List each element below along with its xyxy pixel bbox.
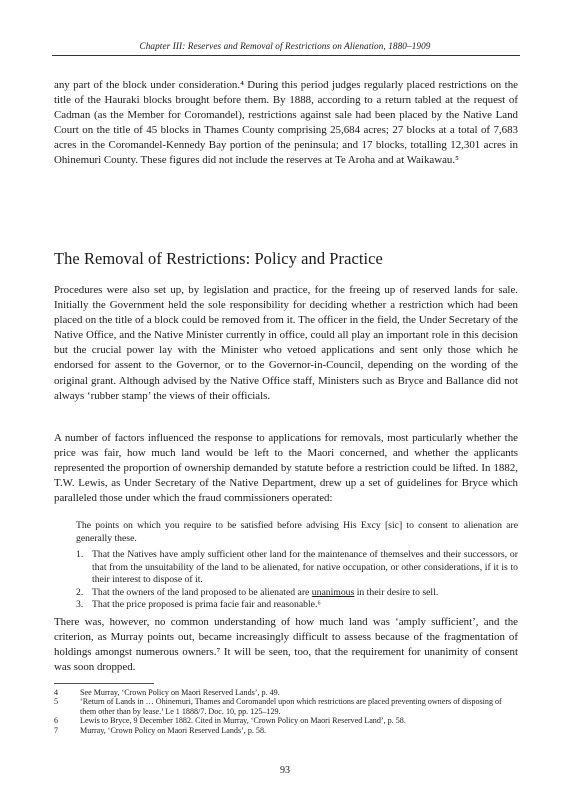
footnote — [54, 716, 518, 725]
footnote-text: Murray, ‘Crown Policy on Maori Reserved Lands’, p. 58. — [80, 725, 267, 735]
footnote-number: 6 — [54, 716, 59, 726]
footnote-number: 5 — [54, 697, 59, 707]
footnote-text: Lewis to Bryce, 9 December 1882. Cited in Murray, ‘Crown Policy on Maori Reserved Land’, p. 58. — [80, 716, 406, 726]
paragraph-2: Procedures were also set up, by legislation and practice, for the freeing up of reserved lands for sale. Initially the Government held the sole responsibility for deciding whether a restriction which had been placed on the title of a block could be removed from it. The officer in the field, the Under Secretary of the Native Office, and the Native Minister currently in office, could all play an important role in this decision but the crucial power lay with the Minister who vetoed applications and sent only those which he endorsed for assent to the Governor, or to the Governor-in-Council, depending on the wording of the original grant. Although advised by the Native Office staff, Ministers such as Bryce and Ballance did not always ‘rubber stamp’ the views of their officials. — [54, 284, 518, 402]
footnote-rule — [54, 683, 154, 684]
page-number: 93 — [280, 765, 290, 776]
footnotes — [54, 688, 518, 735]
quote-item-text: That the Natives have amply sufficient other land for the maintenance of themselves and their successors, or that from the unsuitability of the land to be alienated, for native occupation, or other considerations, if it is to their interest to dispose of it. — [92, 549, 518, 586]
quote-item-text: That the owners of the land proposed to be alienated are — [92, 586, 312, 598]
section-heading: The Removal of Restrictions: Policy and Practice — [54, 249, 383, 268]
quote-item-text: in their desire to sell. — [354, 586, 439, 598]
quote-item — [76, 599, 518, 612]
block-quote-intro: The points on which you require to be satisfied before advising His Excy [sic] to consent to alienation are generally these. — [76, 520, 518, 544]
quote-item-text: That the price proposed is prima facie fair and reasonable.⁶ — [92, 599, 321, 611]
paragraph-1: any part of the block under consideration.⁴ During this period judges regularly placed restrictions on the title of the Hauraki blocks brought before them. By 1888, according to a return tabled at the request of Cadman (as the Member for Coromandel), restrictions against sale had been placed by the Native Land Court on the title of 45 blocks in Thames County comprising 25,684 acres; 27 blocks at a total of 7,683 acres in the Coromandel-Kennedy Bay portion of the peninsula; and 17 blocks, totalling 12,301 acres in Ohinemuri County. These figures did not include the reserves at Te Aroha and at Waikawau.⁵ — [54, 79, 518, 167]
running-header: Chapter III: Reserves and Removal of Restrictions on Alienation, 1880–1909 — [139, 41, 431, 51]
footnote-text: ‘Return of Lands in … Ohinemuri, Thames and Coromandel upon which restrictions are placed preventing owners of disposing of them other than by lease.’ Le 1 1888/7. Doc. 10, pp. 125–129. — [80, 697, 502, 716]
quote-item-number: 3. — [76, 599, 84, 611]
quote-item-number: 2. — [76, 586, 84, 598]
footnote-text: See Murray, ‘Crown Policy on Maori Reserved Lands’, p. 49. — [80, 688, 280, 697]
paragraph-4: There was, however, no common understanding of how much land was ‘amply sufficient’, and the criterion, as Murray points out, became increasingly difficult to assess because of the fragmentation of holdings amongst numerous owners.⁷ It will be seen, too, that the requirement for unanimity of consent was soon dropped. — [54, 616, 518, 674]
paragraph-3: A number of factors influenced the response to applications for removals, most particularly whether the price was fair, how much land would be left to the Maori concerned, and whether the applicants represented the proportion of ownership demanded by statute before a restriction could be lifted. In 1882, T.W. Lewis, as Under Secretary of the Native Department, drew up a set of guidelines for Bryce which paralleled those under which the fraud commissioners operated: — [54, 432, 518, 505]
header-rule — [52, 55, 520, 56]
footnote-number: 7 — [54, 725, 59, 735]
quote-item — [76, 549, 518, 587]
footnote — [54, 726, 518, 735]
footnote — [54, 697, 518, 716]
footnote-number: 4 — [54, 688, 59, 697]
underlined-word: unanimous — [311, 586, 355, 598]
footnote — [54, 688, 518, 697]
quote-item-number: 1. — [76, 549, 84, 560]
block-quote-list — [76, 549, 518, 612]
quote-item — [76, 587, 518, 600]
